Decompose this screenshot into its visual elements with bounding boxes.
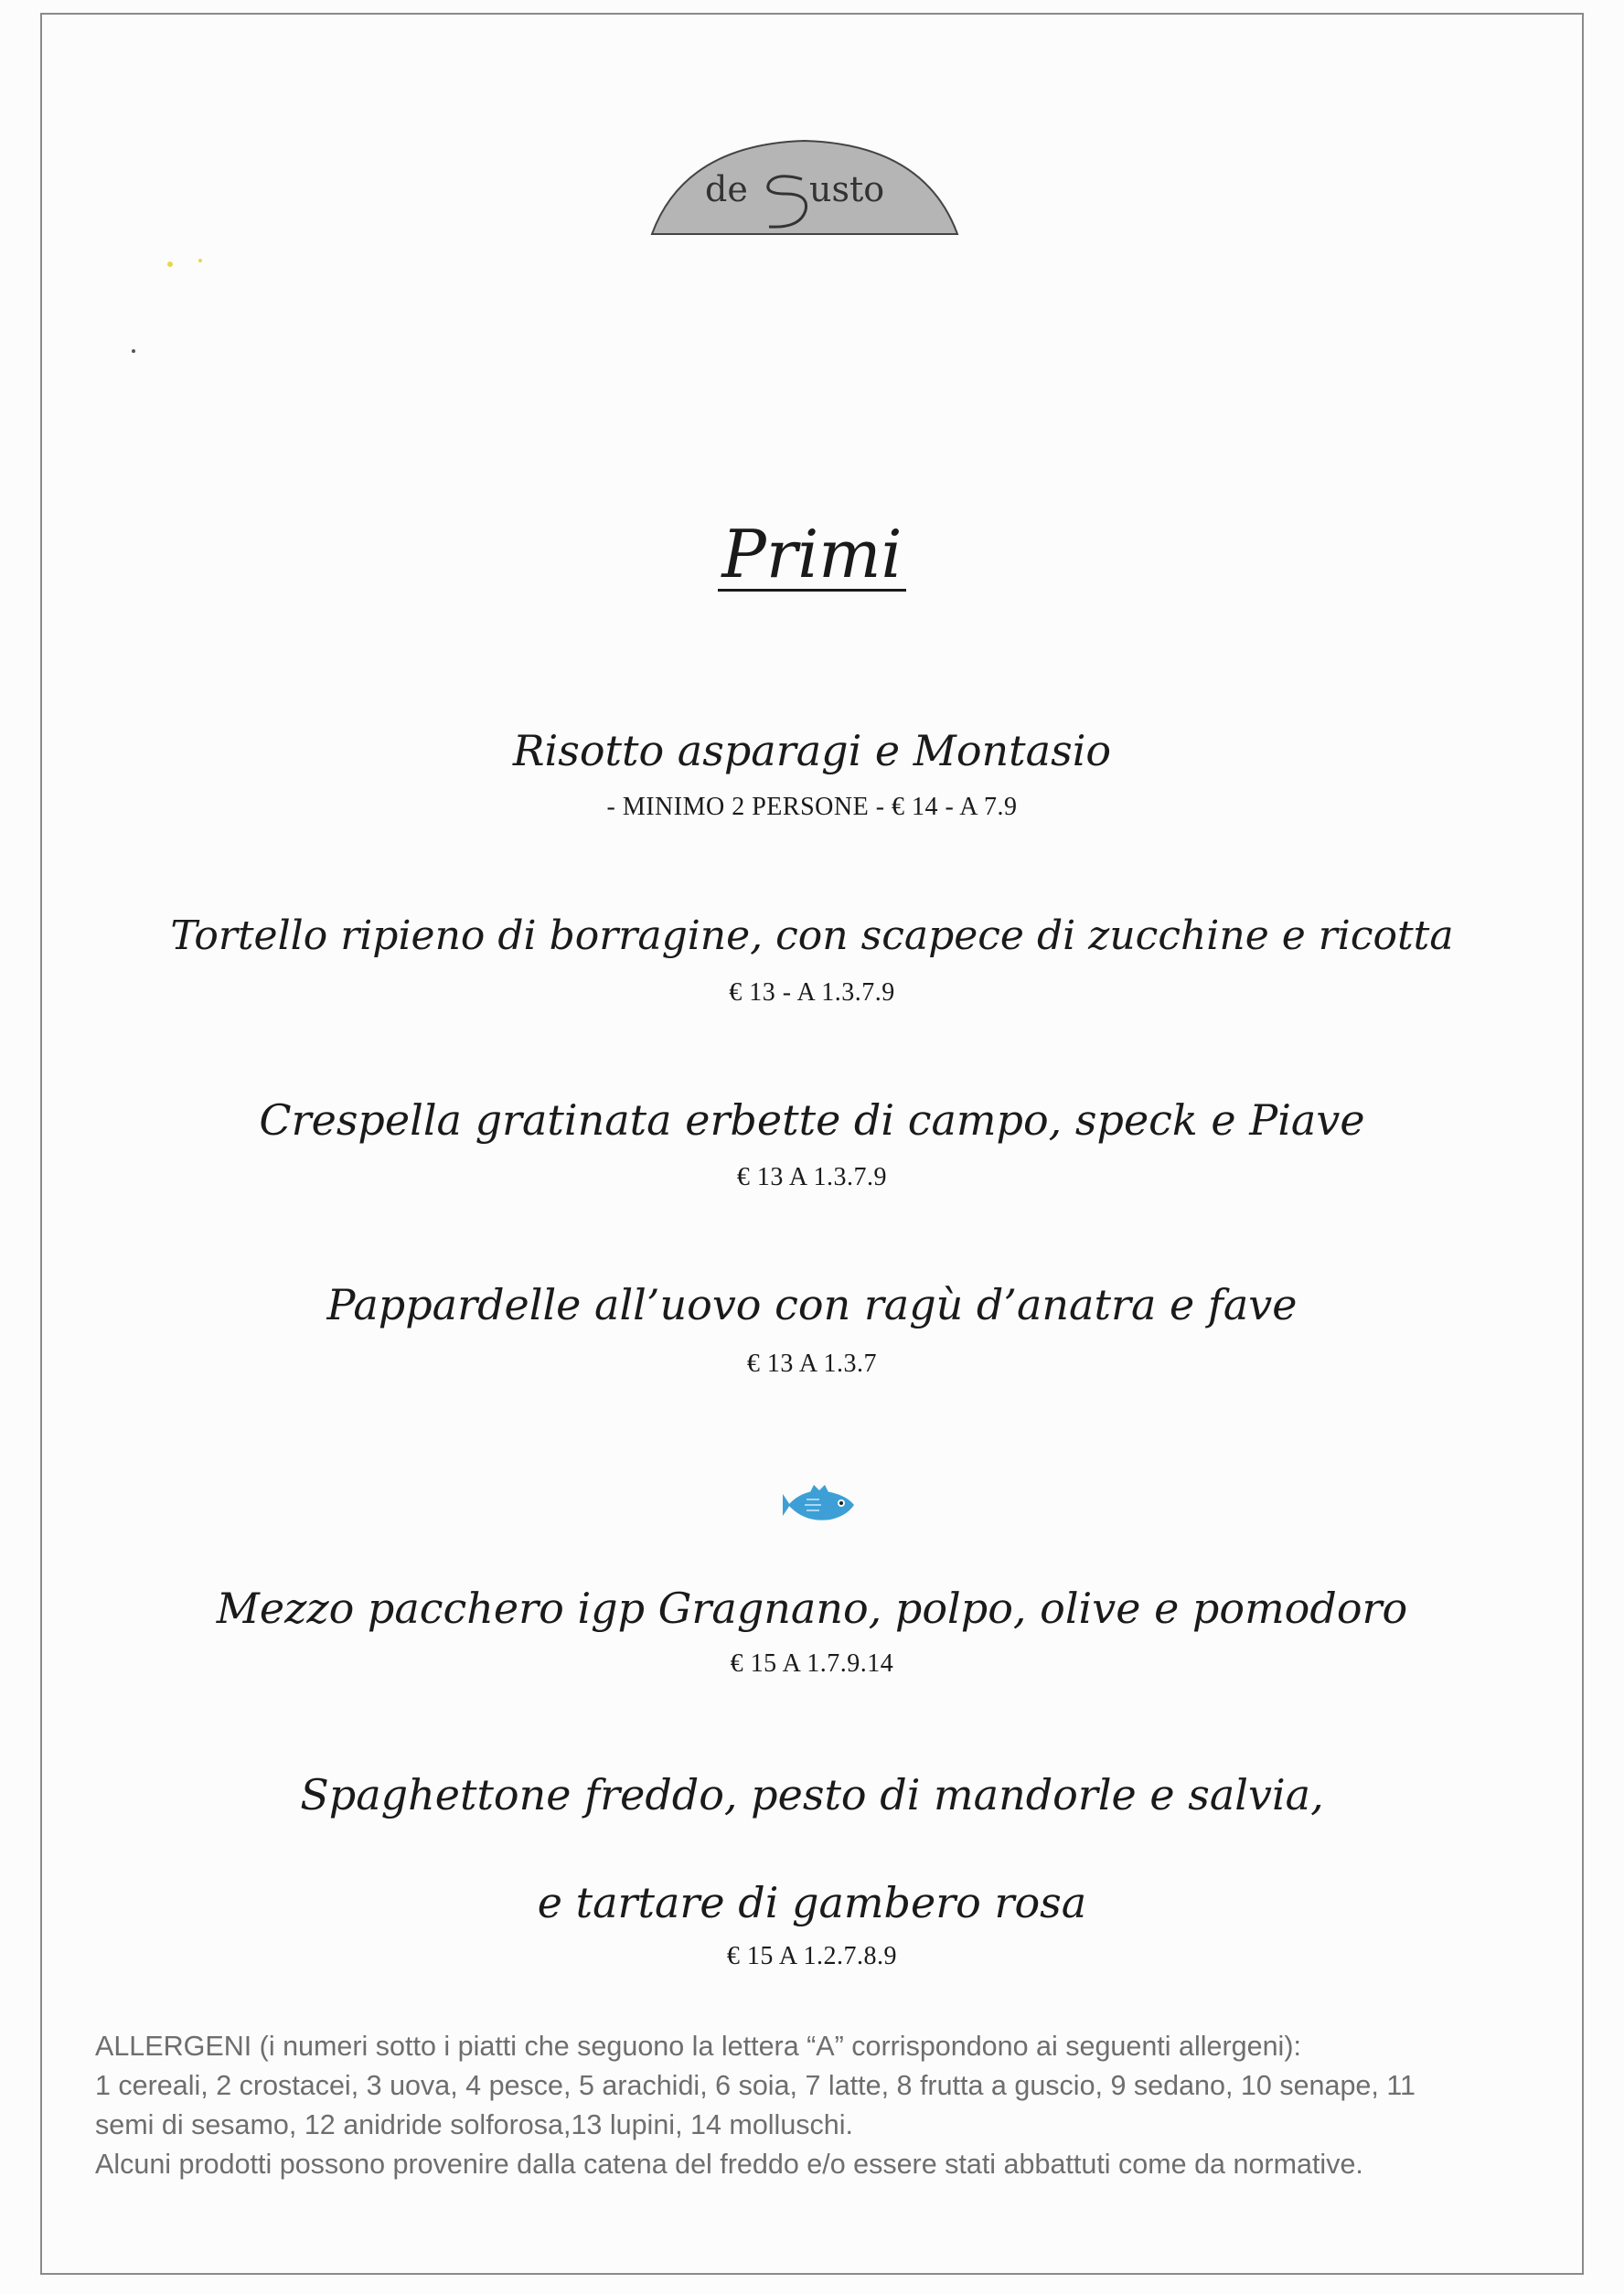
allergens-line: 1 cereali, 2 crostacei, 3 uova, 4 pesce, 5 arachidi, 6 soia, 7 latte, 8 frutta a guscio, 9 sedano, 10 senape, 11 bbox=[95, 2070, 1416, 2101]
dish-name: Pappardelle all’uovo con ragù d’anatra e fave bbox=[326, 1280, 1298, 1329]
logo-text-right: usto bbox=[809, 169, 885, 209]
logo-dome bbox=[652, 141, 957, 234]
dish-name: Crespella gratinata erbette di campo, speck e Piave bbox=[259, 1095, 1365, 1145]
logo-text-left: de bbox=[705, 169, 748, 209]
allergens-line: semi di sesamo, 12 anidride solforosa,13 lupini, 14 molluschi. bbox=[95, 2109, 854, 2140]
dish-price-allergens: - MINIMO 2 PERSONE - € 14 - A 7.9 bbox=[606, 793, 1018, 821]
dish-name-line-2: e tartare di gambero rosa bbox=[537, 1878, 1087, 1927]
allergens-line: Alcuni prodotti possono provenire dalla catena del freddo e/o essere stati abbattuti come da normative. bbox=[95, 2149, 1363, 2180]
dish-price-allergens: € 13 A 1.3.7.9 bbox=[736, 1163, 888, 1191]
section-title bbox=[0, 516, 1624, 592]
dish-name: Risotto asparagi e Montasio bbox=[512, 726, 1112, 775]
section-title-text: Primi bbox=[718, 521, 905, 592]
dish-price-allergens: € 15 A 1.2.7.8.9 bbox=[726, 1942, 898, 1970]
scan-speck bbox=[132, 349, 135, 353]
dish-price-allergens: € 13 A 1.3.7 bbox=[746, 1350, 878, 1378]
degusto-logo bbox=[648, 135, 961, 238]
allergens-line: ALLERGENI (i numeri sotto i piatti che seguono la lettera “A” corrispondono ai seguenti allergeni): bbox=[95, 2031, 1301, 2062]
dish-price-allergens: € 13 - A 1.3.7.9 bbox=[729, 978, 895, 1007]
fish-icon bbox=[783, 1485, 858, 1525]
dish-name-line-1: Spaghettone freddo, pesto di mandorle e salvia, bbox=[300, 1770, 1324, 1819]
dish-price-allergens: € 15 A 1.7.9.14 bbox=[730, 1649, 894, 1678]
scan-speck bbox=[198, 259, 202, 262]
dish-name: Mezzo pacchero igp Gragnano, polpo, olive e pomodoro bbox=[216, 1584, 1408, 1633]
scan-speck bbox=[167, 261, 173, 267]
dish-name: Tortello ripieno di borragine, con scapece di zucchine e ricotta bbox=[170, 912, 1454, 959]
allergens-note bbox=[95, 2027, 1576, 2184]
